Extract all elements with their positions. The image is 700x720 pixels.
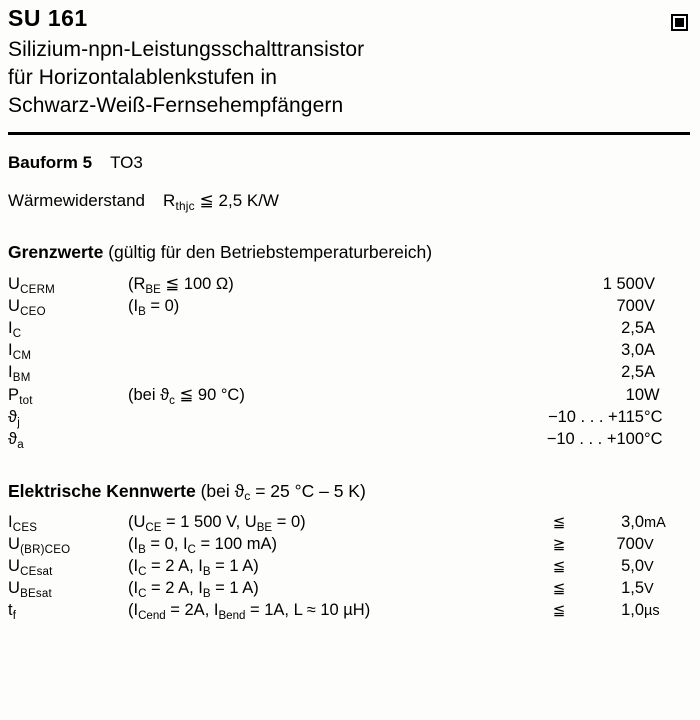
parameter-unit: V <box>644 581 654 598</box>
description-line: für Horizontalablenkstufen in <box>8 66 278 90</box>
parameter-condition: (bei $ϑ_c$ ≦ 90 °C) <box>128 386 245 407</box>
parameter-value: 5,0 <box>621 557 644 576</box>
table-row <box>8 318 690 340</box>
parameter-symbol: $I_{BM}$ <box>8 363 31 384</box>
parameter-unit: A <box>644 341 656 360</box>
parameter-value: −10 . . . +100 <box>546 430 644 449</box>
parameter-condition: ($I_C = 2$ A, $I_B = 1$ A) <box>128 557 259 578</box>
parameter-relation: ≦ <box>552 602 566 620</box>
parameter-symbol: $ϑ_a$ <box>8 430 24 451</box>
parameter-symbol: $I_C$ <box>8 319 22 340</box>
description-line: Silizium-npn-Leistungsschalttransistor <box>8 38 365 62</box>
table-row <box>8 273 690 296</box>
thermal-value: 2,5 K/W <box>218 191 279 211</box>
parameter-value: 3,0 <box>621 513 644 532</box>
parameter-value: 1 500 <box>602 275 644 294</box>
parameter-unit: A <box>644 363 656 382</box>
description-line: Schwarz-Weiß-Fernsehempfängern <box>8 94 344 118</box>
parameter-unit: V <box>644 559 654 576</box>
limits-table <box>8 273 690 451</box>
parameter-symbol: $U_{CEsat}$ <box>8 557 53 578</box>
page-title: SU 161 <box>8 5 88 31</box>
parameter-relation: ≦ <box>552 514 566 532</box>
parameter-condition <box>128 362 494 384</box>
parameter-symbol: $U_{BEsat}$ <box>8 579 52 600</box>
table-row <box>8 578 690 600</box>
parameter-symbol: $U_{(BR)CEO}$ <box>8 535 71 556</box>
parameter-condition <box>128 340 494 362</box>
table-row <box>8 362 690 384</box>
parameter-symbol: $t_f$ <box>8 601 17 622</box>
parameter-symbol: $P_{tot}$ <box>8 386 33 407</box>
parameter-unit: °C <box>644 408 663 427</box>
table-row <box>8 556 690 578</box>
parameter-unit: W <box>644 386 660 405</box>
electrical-heading-note: (bei $ϑ_c = 25$ °C – 5 K) <box>200 480 366 504</box>
table-row <box>8 296 690 318</box>
parameter-condition: ($R_{BE}$ ≦ 100 Ω) <box>128 275 234 296</box>
parameter-value: −10 . . . +115 <box>547 408 644 427</box>
parameter-unit: mA <box>644 515 666 532</box>
parameter-unit: A <box>644 319 656 338</box>
table-row <box>8 384 690 407</box>
parameter-value: 2,5 <box>621 363 644 382</box>
thermal-resistance-row <box>8 191 690 211</box>
parameter-condition: ($U_{CE} = 1$ 500 V, $U_{BE} = 0$) <box>128 513 306 534</box>
table-row <box>8 429 690 451</box>
thermal-resistance-symbol: $R_{thjc}$ <box>163 191 195 213</box>
parameter-unit: V <box>644 275 656 294</box>
parameter-condition <box>128 429 494 451</box>
parameter-value: 1,5 <box>621 579 644 598</box>
table-row <box>8 512 690 534</box>
device-description <box>8 36 690 120</box>
parameter-value: 700 <box>616 297 644 316</box>
parameter-condition: $(I_B = 0)$ <box>128 297 180 318</box>
parameter-relation: ≦ <box>552 558 566 576</box>
parameter-symbol: $I_{CM}$ <box>8 341 32 362</box>
parameter-unit: V <box>644 297 656 316</box>
parameter-symbol: $I_{CES}$ <box>8 513 38 534</box>
parameter-unit: °C <box>644 430 663 449</box>
square-mark-icon <box>671 14 688 31</box>
parameter-symbol: $U_{CERM}$ <box>8 275 55 296</box>
thermal-relation: ≦ <box>199 191 214 211</box>
package-value: TO3 <box>110 153 143 173</box>
divider <box>8 132 690 135</box>
parameter-unit: V <box>644 537 654 554</box>
parameter-value: 1,0 <box>621 601 644 620</box>
parameter-symbol: $U_{CEO}$ <box>8 297 46 318</box>
electrical-table <box>8 512 690 622</box>
table-row <box>8 407 690 429</box>
table-row <box>8 600 690 622</box>
thermal-resistance-label: Wärmewiderstand <box>8 191 145 211</box>
parameter-value: 2,5 <box>621 319 644 338</box>
table-row <box>8 534 690 556</box>
parameter-value: 700 <box>616 535 644 554</box>
parameter-condition <box>128 407 494 429</box>
parameter-condition: ($I_{Cend} = 2A$, $I_{Bend} = 1A$, L ≈ 10 µH) <box>128 601 371 622</box>
electrical-heading: Elektrische Kennwerte (bei $ϑ_c = 25$ °C – 5 K) <box>8 480 366 504</box>
parameter-symbol: $ϑ_j$ <box>8 408 20 429</box>
limits-heading: Grenzwerte (gültig für den Betriebstemperaturbereich) <box>8 241 433 262</box>
parameter-value: 10 <box>625 386 644 405</box>
parameter-unit: µs <box>644 603 660 620</box>
limits-heading-note: (gültig für den Betriebstemperaturbereich) <box>108 241 433 262</box>
package-label: Bauform 5 <box>8 153 93 173</box>
parameter-value: 3,0 <box>621 341 644 360</box>
package-row <box>8 153 690 173</box>
table-row <box>8 340 690 362</box>
header <box>8 6 690 31</box>
parameter-relation: ≧ <box>552 536 566 554</box>
parameter-condition <box>128 318 494 340</box>
parameter-condition: ($I_C = 2$ A, $I_B = 1$ A) <box>128 579 259 600</box>
parameter-condition: ($I_B = 0$, $I_C = 100$ mA) <box>128 535 278 556</box>
parameter-relation: ≦ <box>552 580 566 598</box>
